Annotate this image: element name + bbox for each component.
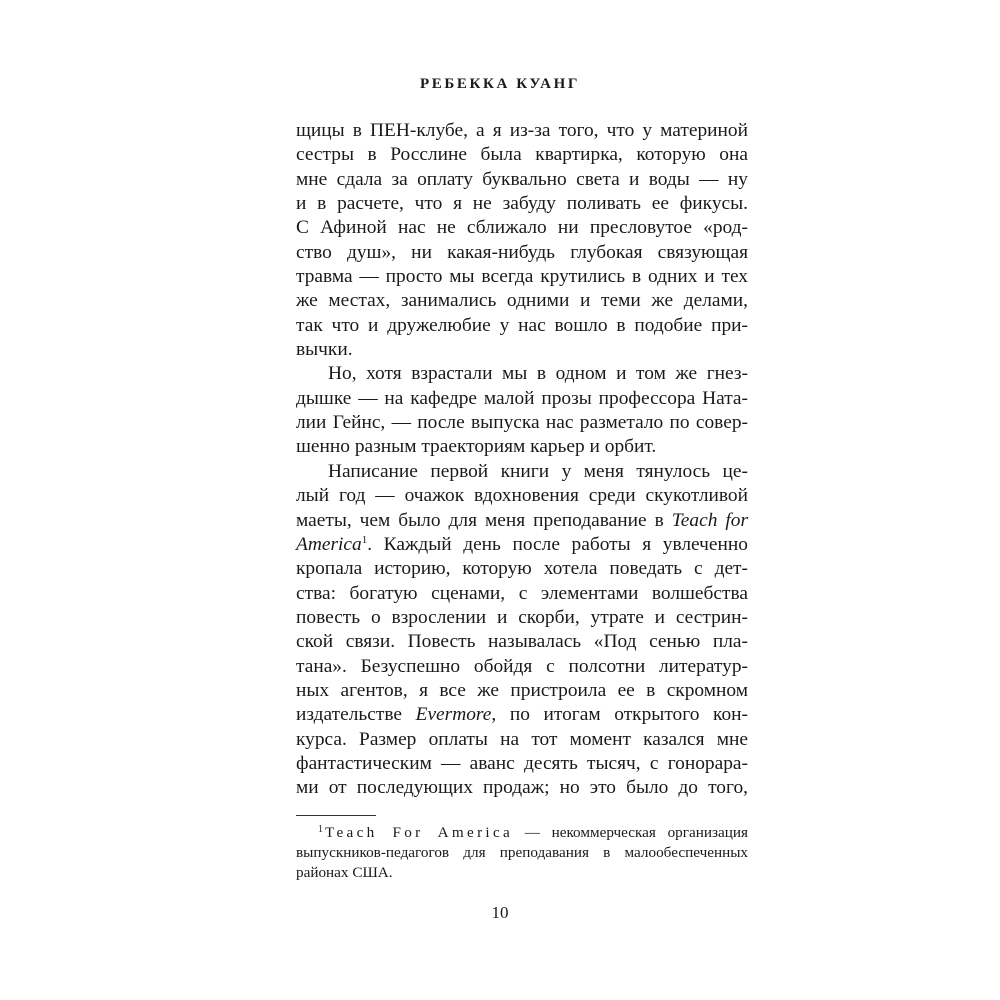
- text-line: ных агентов, я все же пристроила ее в скромном: [296, 679, 748, 701]
- text-line: и в расчете, что я не забуду поливать ее фикусы.: [296, 193, 748, 215]
- italic-org-name: America: [296, 533, 362, 555]
- text-line: курса. Размер оплаты на тот момент казался мне: [296, 728, 748, 750]
- text-line: лии Гейнс, — после выпуска нас разметало по совер-: [296, 412, 748, 434]
- paragraph-start-line: Но, хотя взрастали мы в одном и том же гнез-: [328, 363, 748, 385]
- footnote: [296, 823, 748, 883]
- footnote-mark: 1: [318, 824, 323, 835]
- text-segment: издательстве: [296, 704, 416, 726]
- text-line: [296, 703, 748, 727]
- footnote-line: [296, 823, 748, 843]
- text-line: фантастическим — аванс десять тысяч, с гонорара-: [296, 752, 748, 774]
- text-line: ства: богатую сценами, с элементами волшебства: [296, 582, 748, 604]
- footnote-line: выпускников-педагогов для преподавания в малообеспеченных: [296, 844, 748, 861]
- text-line: щицы в ПЕН-клубе, а я из-за того, что у материной: [296, 120, 748, 141]
- page-number: 10: [491, 903, 509, 922]
- text-line: ми от последующих продаж; но это было до того,: [296, 777, 748, 799]
- text-line: [296, 533, 748, 557]
- text-line: ство душ», ни какая-нибудь глубокая связующая: [296, 241, 748, 263]
- running-head-author: РЕБЕККА КУАНГ: [420, 76, 580, 92]
- text-line: ской связи. Повесть называлась «Под сенью пла-: [296, 631, 748, 653]
- italic-publisher-name: Evermore: [415, 704, 492, 726]
- text-line: тана». Безуспешно обойдя с полсотни литератур-: [296, 655, 748, 677]
- text-line: лый год — очажок вдохновения среди скукотливой: [296, 485, 748, 507]
- body-text: [296, 119, 748, 801]
- text-line: так что и дружелюбие у нас вошло в подобие при-: [296, 314, 748, 336]
- text-line: С Афиной нас не сближало ни пресловутое «род-: [296, 217, 748, 239]
- text-segment: . Каждый день после работы я увлеченно: [367, 533, 748, 555]
- paragraph-start-line: Написание первой книги у меня тянулось це-: [328, 460, 748, 482]
- text-line: дышке — на кафедре малой прозы профессора Ната-: [296, 387, 748, 409]
- text-line: кропала историю, которую хотела поведать с дет-: [296, 558, 748, 580]
- text-line: [296, 509, 748, 533]
- text-line: вычки.: [296, 339, 353, 361]
- footnote-term: Teach For America: [325, 824, 514, 841]
- footnote-reference[interactable]: 1: [361, 533, 368, 546]
- text-line: сестры в Росслине была квартирка, которую она: [296, 144, 748, 166]
- footnote-text: — некоммерческая организация: [513, 824, 748, 841]
- footnote-divider: [296, 815, 376, 816]
- footnote-line: районах США.: [296, 864, 393, 881]
- text-segment: , по итогам открытого кон-: [491, 704, 748, 726]
- text-segment: маеты, чем было для меня преподавание в: [296, 509, 672, 531]
- text-line: повесть о взрослении и скорби, утрате и сестрин-: [296, 606, 748, 628]
- text-line: шенно разным траекториям карьер и орбит.: [296, 436, 657, 458]
- italic-org-name: Teach for: [671, 509, 748, 531]
- text-line: травма — просто мы всегда крутились в одних и тех: [296, 266, 748, 288]
- text-line: же местах, занимались одними и теми же делами,: [296, 290, 748, 312]
- text-line: мне сдала за оплату буквально света и воды — ну: [296, 168, 748, 190]
